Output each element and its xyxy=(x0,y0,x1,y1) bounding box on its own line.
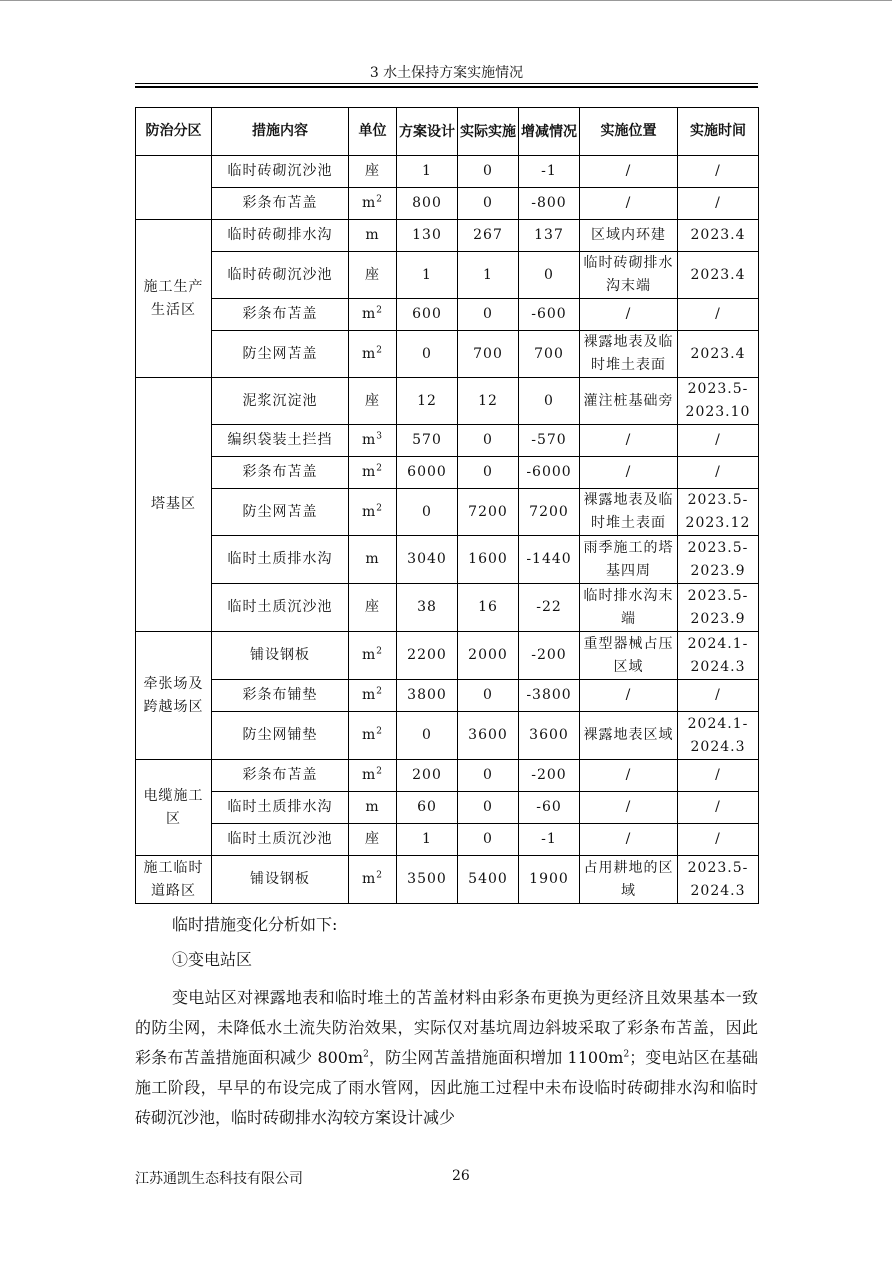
plan-cell: 2200 xyxy=(397,632,458,680)
location-cell: 临时砖砌排水沟末端 xyxy=(580,252,678,299)
unit-text: m xyxy=(361,432,377,448)
plan-cell: 1 xyxy=(397,156,458,188)
unit-superscript: 2 xyxy=(376,766,383,777)
measure-cell: 彩条布苫盖 xyxy=(212,188,349,220)
time-cell: / xyxy=(678,299,759,331)
change-cell: -1 xyxy=(519,824,580,856)
column-header: 实施位置 xyxy=(580,108,678,156)
column-header: 措施内容 xyxy=(212,108,349,156)
plan-cell: 800 xyxy=(397,188,458,220)
table-row xyxy=(136,331,759,378)
change-cell: 137 xyxy=(519,220,580,252)
unit-text: 座 xyxy=(365,831,380,847)
measures-table xyxy=(135,107,759,904)
location-cell: / xyxy=(580,156,678,188)
plan-cell: 1 xyxy=(397,252,458,299)
time-cell: 2024.1-2024.3 xyxy=(678,712,759,760)
measure-cell: 铺设钢板 xyxy=(212,632,349,680)
paragraph-text-2: ，防尘网苫盖措施面积增加 1100m xyxy=(368,1048,624,1067)
actual-cell: 16 xyxy=(458,584,519,632)
plan-cell: 1 xyxy=(397,824,458,856)
plan-cell: 60 xyxy=(397,792,458,824)
plan-cell: 0 xyxy=(397,712,458,760)
plan-cell: 600 xyxy=(397,299,458,331)
change-cell: 1900 xyxy=(519,856,580,904)
zone-cell: 电缆施工区 xyxy=(136,760,212,856)
unit-text: m xyxy=(361,767,377,783)
location-cell: 重型器械占压区域 xyxy=(580,632,678,680)
measure-cell: 彩条布铺垫 xyxy=(212,680,349,712)
unit-cell xyxy=(349,792,397,824)
unit-superscript: 2 xyxy=(376,726,383,737)
unit-text: m xyxy=(361,871,377,887)
measure-cell: 防尘网铺垫 xyxy=(212,712,349,760)
location-cell: 占用耕地的区域 xyxy=(580,856,678,904)
zone-cell: 施工临时道路区 xyxy=(136,856,212,904)
unit-superscript: 3 xyxy=(376,431,383,442)
plan-cell: 570 xyxy=(397,425,458,457)
section-substation: ①变电站区 xyxy=(172,950,253,969)
change-cell: -22 xyxy=(519,584,580,632)
time-cell: 2023.4 xyxy=(678,331,759,378)
time-cell: / xyxy=(678,457,759,489)
actual-cell: 7200 xyxy=(458,489,519,536)
change-cell: -60 xyxy=(519,792,580,824)
location-cell: / xyxy=(580,457,678,489)
zone-cell: 施工生产生活区 xyxy=(136,220,212,378)
location-cell: / xyxy=(580,824,678,856)
location-cell: 雨季施工的塔基四周 xyxy=(580,536,678,584)
measure-cell: 彩条布苫盖 xyxy=(212,457,349,489)
zone-cell: 牵张场及跨越场区 xyxy=(136,632,212,760)
table-header-row xyxy=(136,108,759,156)
location-cell: 灌注桩基础旁 xyxy=(580,378,678,425)
plan-cell: 0 xyxy=(397,489,458,536)
table-row xyxy=(136,680,759,712)
change-cell: -3800 xyxy=(519,680,580,712)
plan-cell: 3040 xyxy=(397,536,458,584)
time-cell: / xyxy=(678,792,759,824)
actual-cell: 0 xyxy=(458,824,519,856)
unit-cell xyxy=(349,457,397,489)
table-row xyxy=(136,378,759,425)
time-cell: / xyxy=(678,156,759,188)
unit-cell xyxy=(349,856,397,904)
actual-cell: 0 xyxy=(458,680,519,712)
table-row xyxy=(136,457,759,489)
plan-cell: 130 xyxy=(397,220,458,252)
column-header: 实际实施 xyxy=(458,108,519,156)
measure-cell: 临时土质沉沙池 xyxy=(212,584,349,632)
measure-cell: 临时砖砌沉沙池 xyxy=(212,252,349,299)
measure-cell: 铺设钢板 xyxy=(212,856,349,904)
unit-cell xyxy=(349,188,397,220)
location-cell: 区域内环建 xyxy=(580,220,678,252)
column-header: 防治分区 xyxy=(136,108,212,156)
unit-superscript: 2 xyxy=(376,870,383,881)
table-row xyxy=(136,856,759,904)
location-cell: / xyxy=(580,425,678,457)
table-row xyxy=(136,712,759,760)
unit-text: m xyxy=(361,345,377,362)
change-cell: 3600 xyxy=(519,712,580,760)
table-row xyxy=(136,489,759,536)
location-cell: / xyxy=(580,760,678,792)
location-cell: / xyxy=(580,299,678,331)
unit-text: m xyxy=(361,727,377,743)
unit-cell xyxy=(349,378,397,425)
location-cell: 临时排水沟末端 xyxy=(580,584,678,632)
measure-cell: 彩条布苫盖 xyxy=(212,760,349,792)
unit-text: m xyxy=(361,464,377,480)
unit-text: m xyxy=(361,687,377,703)
header-rule-thin xyxy=(135,83,758,84)
column-header: 方案设计 xyxy=(397,108,458,156)
actual-cell: 1600 xyxy=(458,536,519,584)
time-cell: 2024.1-2024.3 xyxy=(678,632,759,680)
unit-superscript: 2 xyxy=(376,344,383,355)
table-row xyxy=(136,425,759,457)
change-cell: -1 xyxy=(519,156,580,188)
time-cell: / xyxy=(678,824,759,856)
plan-cell: 3800 xyxy=(397,680,458,712)
measure-cell: 防尘网苫盖 xyxy=(212,331,349,378)
table-row xyxy=(136,632,759,680)
plan-cell: 3500 xyxy=(397,856,458,904)
location-cell: / xyxy=(580,188,678,220)
table-row xyxy=(136,252,759,299)
unit-text: m xyxy=(361,647,377,663)
table-row xyxy=(136,299,759,331)
measure-cell: 泥浆沉淀池 xyxy=(212,378,349,425)
location-cell: 裸露地表及临时堆土表面 xyxy=(580,489,678,536)
change-cell: 7200 xyxy=(519,489,580,536)
unit-cell xyxy=(349,489,397,536)
footer-company: 江苏通凯生态科技有限公司 xyxy=(135,1171,303,1187)
column-header: 增减情况 xyxy=(519,108,580,156)
top-border-line xyxy=(0,0,892,1)
measure-cell: 临时土质排水沟 xyxy=(212,792,349,824)
unit-cell xyxy=(349,584,397,632)
actual-cell: 5400 xyxy=(458,856,519,904)
actual-cell: 0 xyxy=(458,457,519,489)
substation-paragraph xyxy=(135,983,758,1133)
measure-cell: 临时砖砌排水沟 xyxy=(212,220,349,252)
time-cell: 2023.5-2023.12 xyxy=(678,489,759,536)
table-row xyxy=(136,220,759,252)
unit-text: 座 xyxy=(365,266,380,283)
unit-text: m xyxy=(365,551,380,567)
actual-cell: 0 xyxy=(458,188,519,220)
actual-cell: 0 xyxy=(458,792,519,824)
table-row xyxy=(136,760,759,792)
actual-cell: 2000 xyxy=(458,632,519,680)
unit-cell xyxy=(349,299,397,331)
unit-cell xyxy=(349,712,397,760)
time-cell: 2023.5-2023.9 xyxy=(678,536,759,584)
actual-cell: 0 xyxy=(458,299,519,331)
table-row xyxy=(136,792,759,824)
actual-cell: 700 xyxy=(458,331,519,378)
unit-superscript: 2 xyxy=(376,502,383,513)
unit-text: m xyxy=(365,799,380,815)
measure-cell: 编织袋装土拦挡 xyxy=(212,425,349,457)
actual-cell: 1 xyxy=(458,252,519,299)
unit-superscript: 2 xyxy=(376,463,383,474)
actual-cell: 3600 xyxy=(458,712,519,760)
plan-cell: 12 xyxy=(397,378,458,425)
column-header: 单位 xyxy=(349,108,397,156)
actual-cell: 267 xyxy=(458,220,519,252)
unit-text: 座 xyxy=(365,392,380,409)
unit-text: 座 xyxy=(365,599,380,615)
change-cell: 700 xyxy=(519,331,580,378)
analysis-intro: 临时措施变化分析如下: xyxy=(172,915,338,934)
time-cell: 2023.4 xyxy=(678,220,759,252)
change-cell: -200 xyxy=(519,632,580,680)
location-cell: 裸露地表及临时堆土表面 xyxy=(580,331,678,378)
actual-cell: 0 xyxy=(458,425,519,457)
table-row xyxy=(136,188,759,220)
change-cell: 0 xyxy=(519,252,580,299)
unit-cell xyxy=(349,632,397,680)
location-cell: / xyxy=(580,680,678,712)
actual-cell: 12 xyxy=(458,378,519,425)
plan-cell: 0 xyxy=(397,331,458,378)
change-cell: -6000 xyxy=(519,457,580,489)
plan-cell: 200 xyxy=(397,760,458,792)
unit-cell xyxy=(349,680,397,712)
measure-cell: 防尘网苫盖 xyxy=(212,489,349,536)
paragraph-text-1: 变电站区对裸露地表和临时堆土的苫盖材料由彩条布更换为更经济且效果基本一致的防尘网，未降低水土流失防治效果，实际仅对基坑周边斜坡采取了彩条布苫盖，因此彩条布苫盖措施面积减少 800m xyxy=(135,988,758,1067)
change-cell: 0 xyxy=(519,378,580,425)
table-row xyxy=(136,584,759,632)
change-cell: -570 xyxy=(519,425,580,457)
header-rule-thick xyxy=(135,86,758,88)
unit-superscript: 2 xyxy=(376,646,383,657)
time-cell: 2023.5-2023.9 xyxy=(678,584,759,632)
unit-text: m xyxy=(361,503,377,520)
time-cell: / xyxy=(678,680,759,712)
paragraph-text-3: ；变电站区在基础施工阶段，早早的布设完成了雨水管网，因此施工过程中未布设临时砖砌排水沟和临时砖砌沉沙池，临时砖砌排水沟较方案设计减少 xyxy=(135,1048,758,1127)
unit-superscript: 2 xyxy=(376,686,383,697)
actual-cell: 0 xyxy=(458,760,519,792)
superscript: 2 xyxy=(363,1049,369,1060)
measure-cell: 临时土质排水沟 xyxy=(212,536,349,584)
unit-cell xyxy=(349,760,397,792)
measure-cell: 彩条布苫盖 xyxy=(212,299,349,331)
unit-cell xyxy=(349,156,397,188)
superscript: 2 xyxy=(623,1049,630,1060)
unit-cell xyxy=(349,252,397,299)
actual-cell: 0 xyxy=(458,156,519,188)
unit-superscript: 2 xyxy=(376,194,383,205)
unit-cell xyxy=(349,425,397,457)
location-cell: / xyxy=(580,792,678,824)
time-cell: / xyxy=(678,188,759,220)
column-header: 实施时间 xyxy=(678,108,759,156)
table-row xyxy=(136,536,759,584)
unit-cell xyxy=(349,220,397,252)
change-cell: -800 xyxy=(519,188,580,220)
time-cell: 2023.4 xyxy=(678,252,759,299)
unit-text: m xyxy=(365,227,380,243)
time-cell: 2023.5-2023.10 xyxy=(678,378,759,425)
plan-cell: 38 xyxy=(397,584,458,632)
time-cell: / xyxy=(678,425,759,457)
page-number: 26 xyxy=(452,1168,470,1184)
change-cell: -200 xyxy=(519,760,580,792)
change-cell: -1440 xyxy=(519,536,580,584)
page-header: 3 水土保持方案实施情况 xyxy=(369,65,524,81)
zone-cell: 塔基区 xyxy=(136,378,212,632)
unit-cell xyxy=(349,331,397,378)
unit-text: m xyxy=(361,195,377,211)
unit-cell xyxy=(349,824,397,856)
location-cell: 裸露地表区域 xyxy=(580,712,678,760)
unit-text: 座 xyxy=(365,163,380,179)
measure-cell: 临时土质沉沙池 xyxy=(212,824,349,856)
measure-cell: 临时砖砌沉沙池 xyxy=(212,156,349,188)
unit-text: m xyxy=(361,306,377,322)
unit-cell xyxy=(349,536,397,584)
table-row xyxy=(136,824,759,856)
table-row xyxy=(136,156,759,188)
zone-cell xyxy=(136,156,212,220)
change-cell: -600 xyxy=(519,299,580,331)
time-cell: / xyxy=(678,760,759,792)
time-cell: 2023.5-2024.3 xyxy=(678,856,759,904)
unit-superscript: 2 xyxy=(376,305,383,316)
plan-cell: 6000 xyxy=(397,457,458,489)
